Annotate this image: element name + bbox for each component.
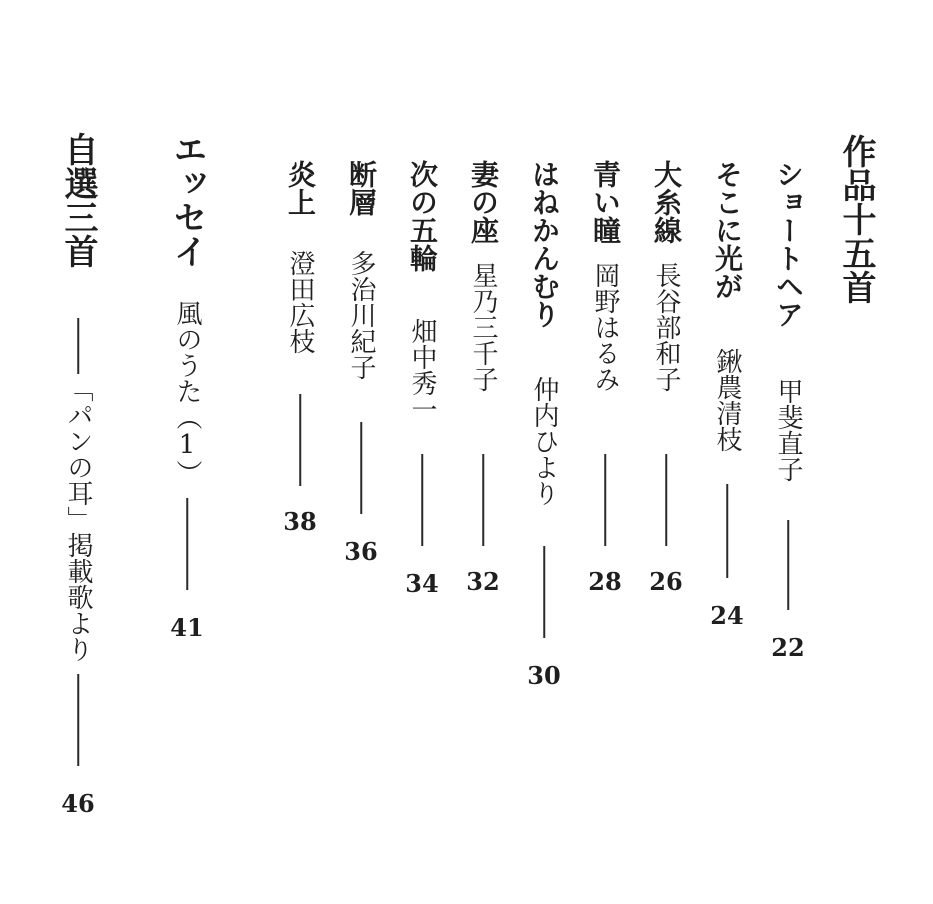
work-author: 岡野はるみ <box>590 262 620 392</box>
work-title: 断層 <box>345 160 378 216</box>
page-number: 36 <box>344 537 378 566</box>
work-author: 鍬農清枝 <box>712 348 742 452</box>
work-title: 青い瞳 <box>589 160 622 244</box>
work-title: 炎上 <box>284 160 317 216</box>
work-author: 多治川紀子 <box>346 250 376 380</box>
work-author: 仲内ひより <box>529 376 559 506</box>
work-author: 長谷部和子 <box>651 262 681 392</box>
leader-line <box>726 484 728 578</box>
leader-line <box>186 498 188 590</box>
page-number: 30 <box>527 661 561 690</box>
work-title: ショートヘア <box>772 160 805 328</box>
leader-line <box>77 674 79 766</box>
page-number: 26 <box>649 567 683 596</box>
work-title: そこに光が <box>711 160 744 300</box>
work-author: 畑中秀一 <box>407 318 437 422</box>
works-section-title: 作品十五首 <box>836 134 876 304</box>
page-number: 22 <box>771 633 805 662</box>
leader-line <box>482 454 484 546</box>
page-number: 41 <box>170 613 204 642</box>
leader-line <box>665 454 667 546</box>
work-author: 澄田広枝 <box>285 250 315 354</box>
page-number: 46 <box>61 789 95 818</box>
work-author: 星乃三千子 <box>468 262 498 392</box>
leader-line <box>604 454 606 546</box>
page-number: 28 <box>588 567 622 596</box>
leader-line <box>360 422 362 514</box>
page-number: 38 <box>283 507 317 536</box>
work-title: 妻の座 <box>467 160 500 244</box>
self-selected-item-title: 「パンの耳」掲載歌より <box>63 376 93 662</box>
work-title: 次の五輪 <box>406 160 439 272</box>
leader-line <box>543 546 545 638</box>
self-selected-section-title: 自選三首 <box>58 132 98 268</box>
work-title: 大糸線 <box>650 160 683 244</box>
page-number: 34 <box>405 569 439 598</box>
page-number: 32 <box>466 567 500 596</box>
work-title: はねかんむり <box>528 160 561 328</box>
leader-line <box>787 520 789 610</box>
work-author: 甲斐直子 <box>773 378 803 482</box>
essay-section-title: エッセイ <box>167 132 207 268</box>
leader-line <box>299 394 301 486</box>
leader-line <box>421 454 423 546</box>
essay-item-title: 風のうた（1） <box>172 300 202 486</box>
leader-line <box>77 318 79 374</box>
page-number: 24 <box>710 601 744 630</box>
